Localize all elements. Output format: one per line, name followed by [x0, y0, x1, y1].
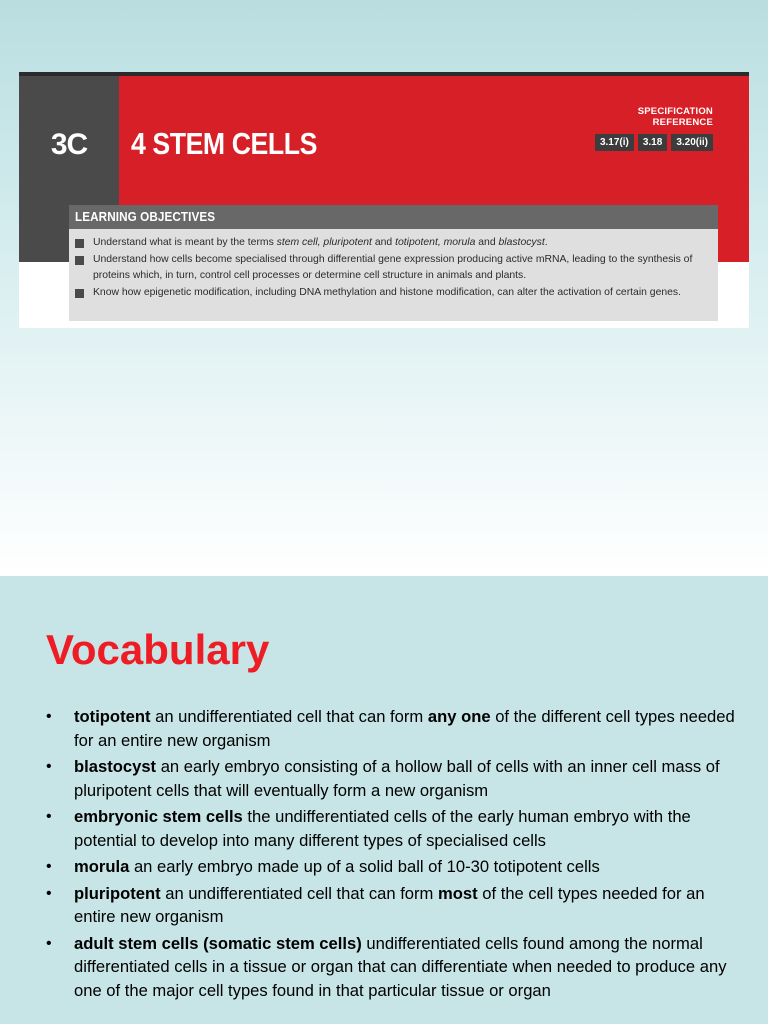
vocab-definition: an early embryo made up of a solid ball of 10-30 totipotent cells: [129, 857, 600, 876]
spec-ref-badge: 3.17(i): [595, 134, 634, 151]
vocab-emphasis: any one: [427, 707, 491, 726]
vocabulary-list: [46, 705, 736, 1005]
bullet-icon: •: [46, 758, 52, 775]
textbook-page-excerpt: [19, 72, 749, 328]
spec-label-line2: REFERENCE: [652, 117, 713, 128]
objective-text: and: [371, 237, 396, 248]
vocab-term: pluripotent: [74, 883, 161, 903]
objective-text: Understand how cells become specialised through differential gene expression producing active mRNA, leading to the synthesis of proteins which, in turn, control cell processes or determine cell structure in animals and plants.: [93, 253, 693, 281]
vocabulary-title: Vocabulary: [46, 626, 270, 673]
vocabulary-item-blastocyst: [46, 755, 736, 802]
vocab-term: embryonic stem cells: [74, 807, 243, 826]
vocab-definition: the undifferentiated cells of the early human embryo with the potential to develop into many different types of specialised cells: [74, 807, 691, 850]
objective-text: and: [475, 237, 499, 248]
objective-text: Understand what is meant by the terms: [93, 237, 277, 248]
objective-text: .: [544, 237, 548, 248]
spec-ref-badge: 3.18: [638, 134, 667, 151]
vocabulary-item-morula: [46, 855, 736, 879]
vocabulary-item-pluripotent: [46, 882, 736, 929]
chapter-number: 3C: [50, 128, 88, 161]
spec-label-line1: SPECIFICATION: [637, 106, 713, 117]
specification-reference-label: [638, 106, 713, 128]
vocab-definition: an early embryo consisting of a hollow ball of cells with an inner cell mass of pluripotent cells that will eventually form a new organism: [74, 757, 720, 800]
learning-objective-item: [75, 252, 710, 285]
vocab-definition: an undifferentiated cell that can form: [160, 883, 438, 903]
objective-term: blastocyst: [498, 237, 545, 248]
objective-term: stem cell, pluripotent: [276, 237, 372, 248]
bullet-icon: •: [46, 884, 52, 902]
learning-objective-item: [75, 285, 710, 302]
bullet-icon: •: [46, 708, 52, 725]
square-bullet-icon: [75, 289, 84, 298]
square-bullet-icon: [75, 239, 84, 248]
learning-objectives-list: [69, 229, 718, 321]
bullet-icon: •: [46, 808, 52, 825]
vocabulary-item-totipotent: [46, 705, 736, 752]
chapter-title: 4 STEM CELLS: [131, 126, 317, 161]
vocabulary-item-embryonic-stem-cells: [46, 805, 736, 852]
vocab-emphasis: most: [438, 883, 478, 903]
learning-objectives-heading: [69, 205, 718, 229]
vocab-term: morula: [74, 857, 130, 876]
learning-objectives-heading-text: LEARNING OBJECTIVES: [75, 209, 216, 224]
vocab-definition: undifferentiated cells found among the normal differentiated cells in a tissue or organ that can differentiate when needed to produce any one of the major cell types found in that particular tissue or organ: [74, 933, 727, 1000]
square-bullet-icon: [75, 256, 84, 265]
vocab-definition: of the different cell types needed for an entire new organism: [74, 707, 735, 750]
objective-text: Know how epigenetic modification, including DNA methylation and histone modification, can alter the activation of certain genes.: [93, 286, 681, 298]
bullet-icon: •: [46, 858, 52, 875]
vocab-term: adult stem cells (somatic stem cells): [74, 933, 362, 953]
bullet-icon: •: [46, 934, 52, 952]
vocab-definition: of the cell types needed for an entire new organism: [74, 883, 705, 926]
vocab-term: blastocyst: [74, 757, 157, 776]
objective-term: totipotent, morula: [395, 237, 476, 248]
spec-ref-badge: 3.20(ii): [671, 134, 713, 151]
learning-objective-item: [75, 235, 710, 252]
vocab-term: totipotent: [74, 707, 151, 726]
spec-reference-list: [595, 134, 713, 151]
vocab-definition: an undifferentiated cell that can form: [150, 707, 428, 726]
vocabulary-item-adult-stem-cells: [46, 932, 736, 1003]
